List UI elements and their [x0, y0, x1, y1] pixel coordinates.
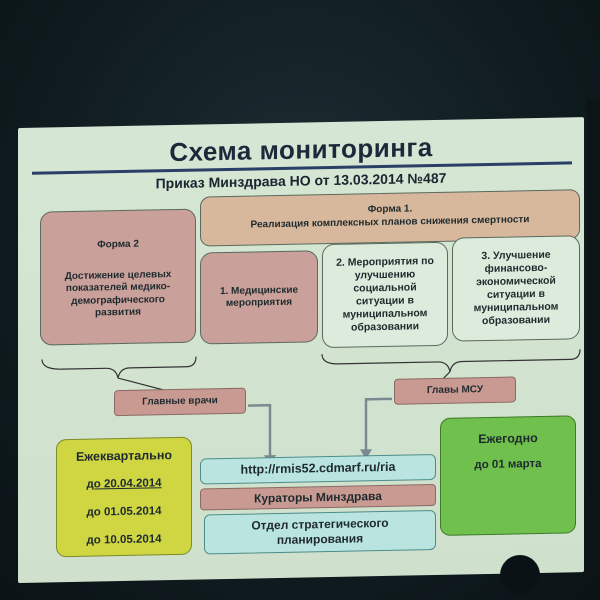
monitoring-url-link[interactable]: http://rmis52.cdmarf.ru/ria — [240, 459, 396, 477]
measure-social-box — [322, 242, 448, 348]
forma1-label: Форма 1. — [367, 203, 413, 216]
slide-subtitle: Приказ Минздрава НО от 13.03.2014 №487 — [155, 169, 447, 192]
curators-label: Кураторы Минздрава — [254, 488, 382, 505]
department-label: Отдел стратегического планирования — [251, 515, 389, 548]
quarterly-date-3: до 10.05.2014 — [86, 533, 162, 548]
measure-medical-text: 1. Медицинские мероприятия — [219, 284, 299, 310]
yearly-date: до 01 марта — [474, 457, 542, 471]
curators-box — [200, 484, 436, 511]
chief-doctors-label: Главные врачи — [142, 394, 218, 408]
url-box[interactable] — [200, 454, 436, 485]
msu-heads-label: Главы МСУ — [426, 383, 484, 396]
measure-medical-box — [200, 250, 318, 344]
forma1-text: Реализация комплексных планов снижения смертности — [250, 213, 530, 231]
quarterly-box — [56, 437, 192, 558]
quarterly-date-1: до 20.04.2014 — [86, 476, 162, 491]
slide-title: Схема мониторинга — [169, 132, 433, 168]
quarterly-date-2: до 01.05.2014 — [86, 505, 162, 519]
quarterly-title: Ежеквартально — [75, 448, 173, 464]
forma2-label: Форма 2 — [97, 238, 139, 251]
forma2-box — [40, 209, 196, 346]
presentation-slide — [18, 117, 584, 583]
measure-social-text: 2. Мероприятия по улучшению социальной ситуации в муниципальном образовании — [336, 254, 434, 334]
screen-edge — [586, 100, 600, 580]
measure-finance-text: 3. Улучшение финансово-экономической ситуации в муниципальном образовании — [473, 248, 559, 328]
department-box — [204, 510, 436, 554]
forma2-text: Достижение целевых показателей медико-демографического развития — [64, 268, 172, 319]
measure-finance-box — [452, 235, 580, 341]
projector-control-knob — [500, 555, 540, 595]
yearly-box — [440, 415, 576, 536]
yearly-title: Ежегодно — [478, 431, 538, 447]
